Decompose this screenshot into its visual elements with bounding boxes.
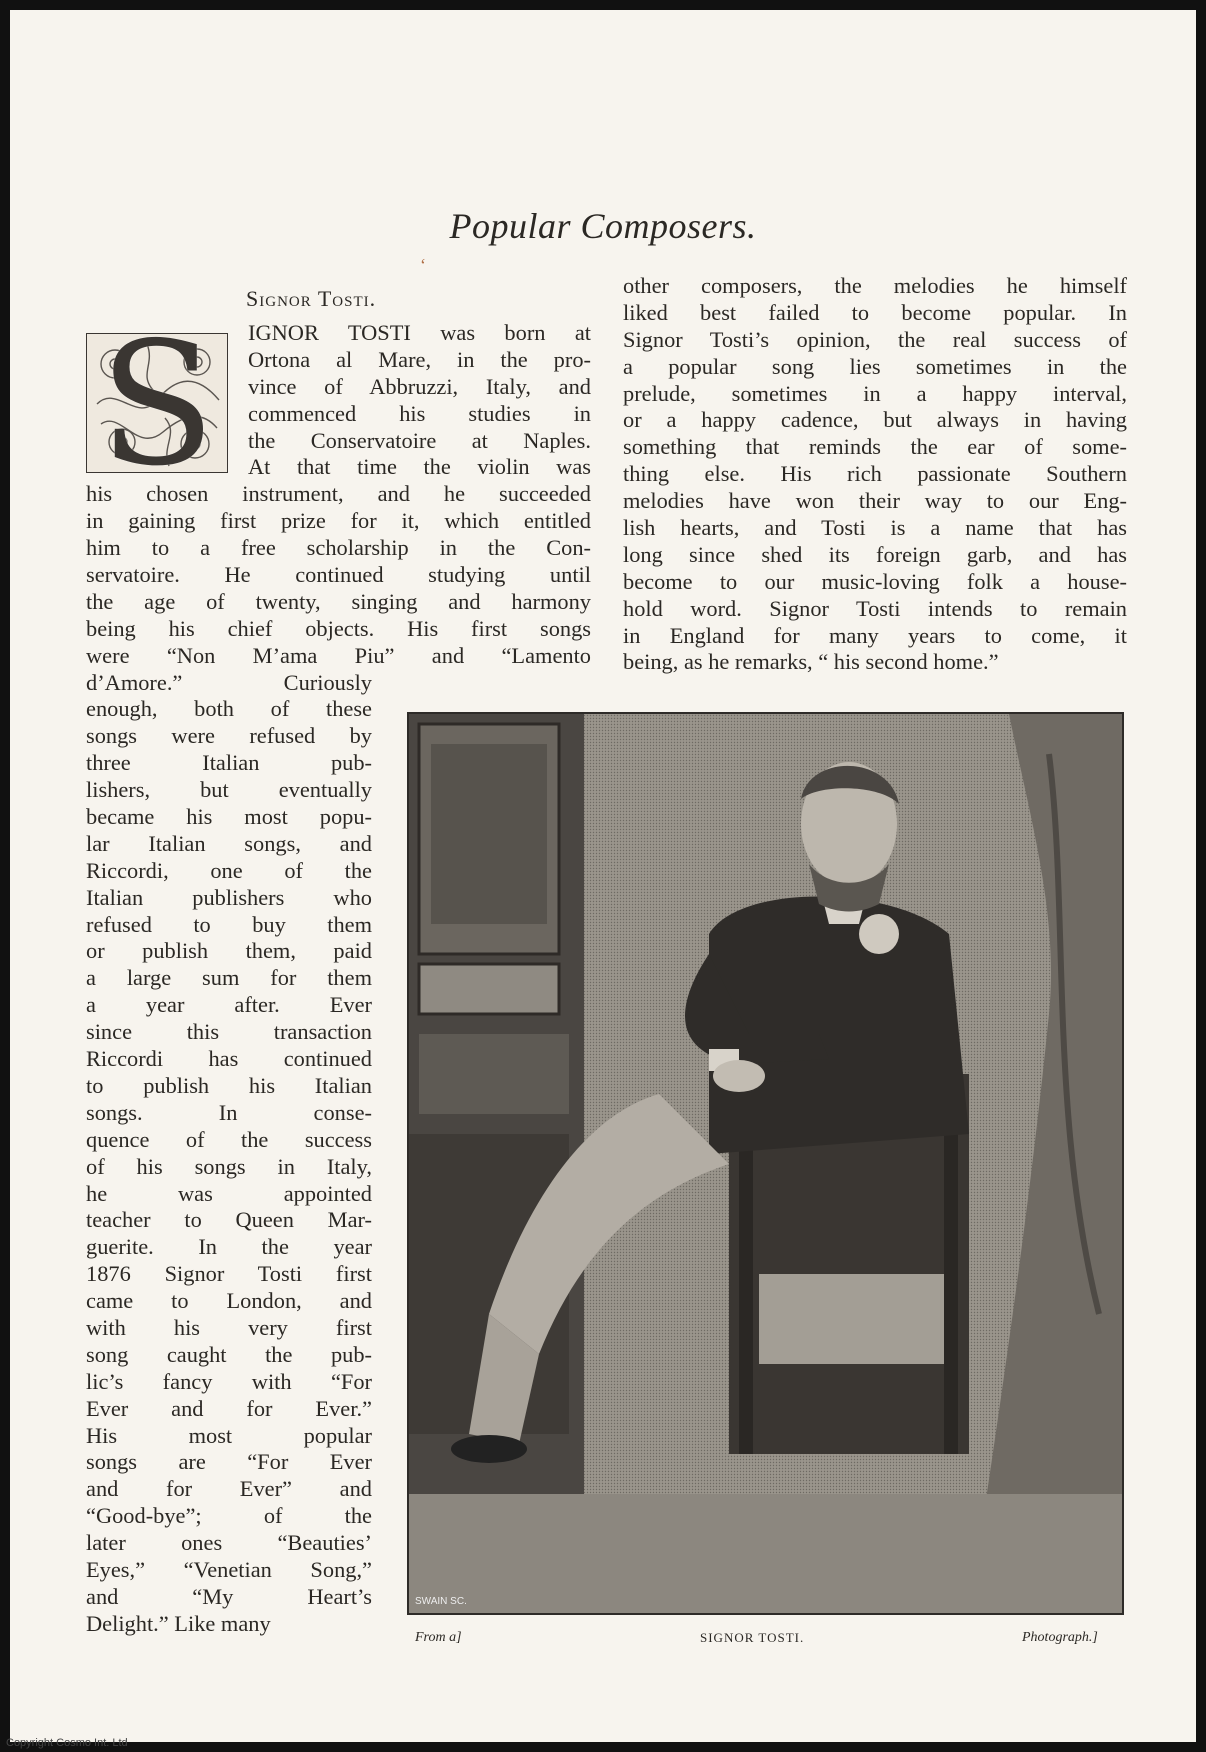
text-line: Riccordi, one of the — [86, 857, 372, 883]
text-line: song caught the pub- — [86, 1341, 372, 1367]
text-line: servatoire. He continued studying until — [86, 562, 591, 588]
text-line: d’Amore.” Curiously — [86, 669, 372, 695]
text-line: came to London, and — [86, 1288, 372, 1314]
text-line: liked best failed to become popular. In — [623, 299, 1127, 325]
text-line: Riccordi has continued — [86, 1046, 372, 1072]
text-line: a year after. Ever — [86, 992, 372, 1018]
text-line: refused to buy them — [86, 911, 372, 937]
text-line: in gaining first prize for it, which entitled — [86, 508, 591, 534]
portrait-photograph — [407, 712, 1124, 1615]
text-line: thing else. His rich passionate Southern — [623, 461, 1127, 487]
text-line: later ones “Beauties’ — [86, 1530, 372, 1556]
text-line: being his chief objects. His first songs — [86, 615, 591, 641]
caption-source: From a] — [415, 1630, 462, 1645]
text-line: something that reminds the ear of some- — [623, 434, 1127, 460]
text-line: vince of Abbruzzi, Italy, and — [248, 373, 591, 399]
text-line: guerite. In the year — [86, 1234, 372, 1260]
text-line: him to a free scholarship in the Con- — [86, 535, 591, 561]
text-line: being, as he remarks, “ his second home.” — [623, 649, 999, 675]
engraver-mark: SWAIN SC. — [415, 1596, 467, 1607]
text-line: Italian publishers who — [86, 884, 372, 910]
section-heading: Signor Tosti. — [246, 286, 377, 311]
drop-cap-letter: S — [99, 333, 216, 473]
text-line: he was appointed — [86, 1180, 372, 1206]
text-line: become to our music-loving folk a house- — [623, 568, 1127, 594]
text-line: commenced his studies in — [248, 400, 591, 426]
text-line: were “Non M’ama Piu” and “Lamento — [86, 642, 591, 668]
text-line: the Conservatoire at Naples. — [248, 427, 591, 453]
text-line: Delight.” Like many — [86, 1610, 271, 1636]
text-line: became his most popu- — [86, 804, 372, 830]
text-line: lish hearts, and Tosti is a name that has — [623, 515, 1127, 541]
text-line: teacher to Queen Mar- — [86, 1207, 372, 1233]
caption-name: SIGNOR TOSTI. — [700, 1630, 805, 1645]
text-line: Eyes,” “Venetian Song,” — [86, 1556, 372, 1582]
text-line: a popular song lies sometimes in the — [623, 353, 1127, 379]
right-column — [623, 273, 1127, 676]
text-line: since this transaction — [86, 1019, 372, 1045]
text-line: or publish them, paid — [86, 938, 372, 964]
text-line: At that time the violin was — [248, 454, 591, 480]
text-line: lishers, but eventually — [86, 777, 372, 803]
text-line: his chosen instrument, and he succeeded — [86, 481, 591, 507]
ink-mark: ʻ — [420, 255, 426, 275]
text-line: and for Ever” and — [86, 1476, 372, 1502]
text-line: and “My Heart’s — [86, 1583, 372, 1609]
text-line: to publish his Italian — [86, 1072, 372, 1098]
text-line: quence of the success — [86, 1126, 372, 1152]
text-line: Ever and for Ever.” — [86, 1395, 372, 1421]
text-line: or a happy cadence, but always in having — [623, 407, 1127, 433]
text-line: of his songs in Italy, — [86, 1153, 372, 1179]
text-line: 1876 Signor Tosti first — [86, 1261, 372, 1287]
text-line: three Italian pub- — [86, 750, 372, 776]
copyright-footer: Copyright Cosmo Int. Ltd — [6, 1737, 128, 1749]
text-line: Ortona al Mare, in the pro- — [248, 346, 591, 372]
text-line: a large sum for them — [86, 965, 372, 991]
text-line: hold word. Signor Tosti intends to remain — [623, 595, 1127, 621]
text-line: His most popular — [86, 1422, 372, 1448]
text-line: “Good-bye”; of the — [86, 1503, 372, 1529]
text-line: lic’s fancy with “For — [86, 1368, 372, 1394]
caption-photograph: Photograph.] — [1022, 1630, 1098, 1645]
text-line: lar Italian songs, and — [86, 830, 372, 856]
text-line: songs. In conse- — [86, 1099, 372, 1125]
text-line: melodies have won their way to our Eng- — [623, 488, 1127, 514]
text-line: Signor Tosti’s opinion, the real success of — [623, 326, 1127, 352]
text-line: IGNOR TOSTI was born at — [248, 320, 591, 345]
text-line: long since shed its foreign garb, and has — [623, 541, 1127, 567]
text-line: enough, both of these — [86, 696, 372, 722]
text-line: songs were refused by — [86, 723, 372, 749]
text-line: songs are “For Ever — [86, 1449, 372, 1475]
text-line: other composers, the melodies he himself — [623, 273, 1127, 298]
text-line: prelude, sometimes in a happy interval, — [623, 380, 1127, 406]
text-line: with his very first — [86, 1314, 372, 1340]
page-title: Popular Composers. — [449, 206, 757, 246]
text-line: the age of twenty, singing and harmony — [86, 588, 591, 614]
text-line: in England for many years to come, it — [623, 622, 1127, 648]
